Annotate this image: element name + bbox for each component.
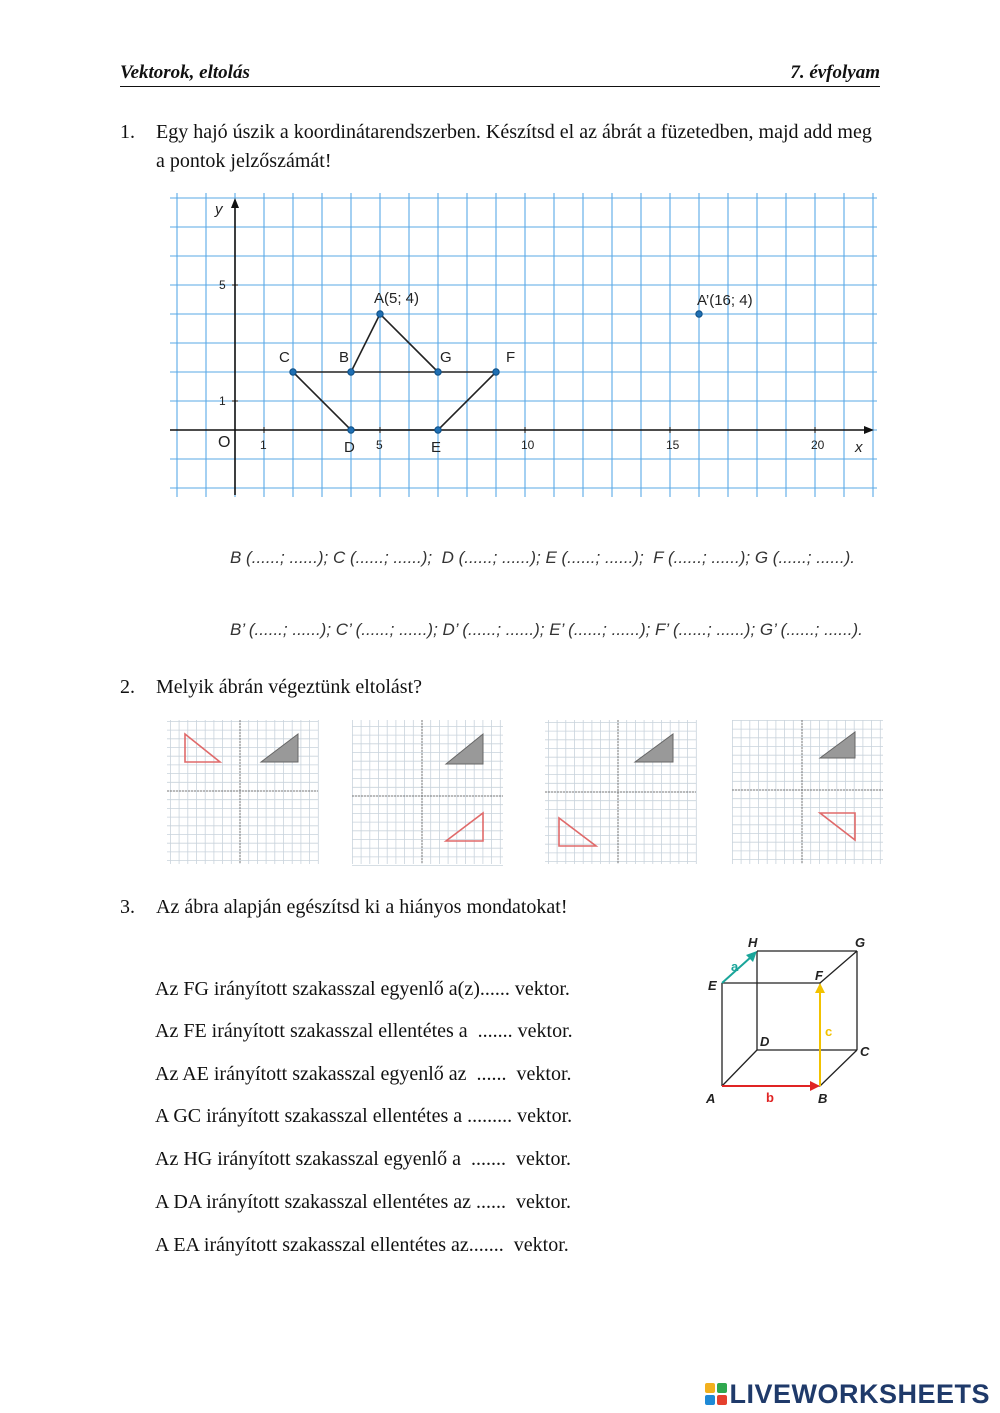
coordinate-graph xyxy=(165,190,880,500)
question-1 xyxy=(120,118,880,178)
question-number: 1. xyxy=(120,121,135,143)
red-triangle xyxy=(559,818,596,846)
answer-line-original[interactable]: B (......; ......); C (......; ......); D (......; ......); E (......; ......); F (......; ......); G (......; ......). xyxy=(230,548,855,567)
sentence-3[interactable]: Az AE irányított szakasszal egyenlő az ...... vektor. xyxy=(155,1063,572,1085)
question-text: Az ábra alapján egészítsd ki a hiányos mondatokat! xyxy=(156,896,568,918)
red-triangle xyxy=(820,813,855,840)
gray-triangle xyxy=(261,734,298,762)
label-f: F xyxy=(506,349,516,366)
question-number: 2. xyxy=(120,676,135,698)
label-d: D xyxy=(344,439,355,456)
cube-label-h: H xyxy=(748,935,758,950)
option-graph-2[interactable] xyxy=(350,718,505,866)
gray-triangle xyxy=(635,734,673,762)
y-axis-arrow xyxy=(231,198,239,208)
x-tick-label: 5 xyxy=(376,438,383,452)
logo-text: LIVEWORKSHEETS xyxy=(729,1378,990,1409)
x-tick-label: 15 xyxy=(666,438,680,452)
cube-label-e: E xyxy=(708,978,717,993)
cube-label-f: F xyxy=(815,968,823,983)
point-a xyxy=(377,311,383,317)
label-c: C xyxy=(279,349,290,366)
red-triangle xyxy=(185,734,220,762)
sentence-1[interactable]: Az FG irányított szakasszal egyenlő a(z)...... vektor. xyxy=(155,978,570,1000)
point-d xyxy=(348,427,354,433)
label-b: B xyxy=(339,349,350,366)
gray-triangle xyxy=(446,734,483,764)
header-grade: 7. évfolyam xyxy=(790,62,880,83)
sentence-4[interactable]: A GC irányított szakasszal ellentétes a ......... vektor. xyxy=(155,1105,573,1127)
header-title: Vektorok, eltolás xyxy=(120,62,250,83)
x-tick-label: 1 xyxy=(260,438,267,452)
logo-icon xyxy=(705,1383,727,1405)
vector-a-label: a xyxy=(731,959,739,974)
sentence-7[interactable]: A EA irányított szakasszal ellentétes az....... vektor. xyxy=(155,1234,569,1256)
label-e: E xyxy=(431,439,442,456)
vector-c-label: c xyxy=(825,1024,833,1039)
point-f xyxy=(493,369,499,375)
point-b xyxy=(348,369,354,375)
question-2 xyxy=(120,673,880,703)
origin-label: O xyxy=(218,434,231,451)
cube-label-c: C xyxy=(860,1044,870,1059)
sentence-2[interactable]: Az FE irányított szakasszal ellentétes a ....... vektor. xyxy=(155,1020,573,1042)
sentence-6[interactable]: A DA irányított szakasszal ellentétes az ...... vektor. xyxy=(155,1191,571,1213)
option-graph-1[interactable] xyxy=(165,718,320,866)
point-e xyxy=(435,427,441,433)
label-a: A(5; 4) xyxy=(374,290,420,307)
cube-label-d: D xyxy=(760,1034,770,1049)
gray-triangle xyxy=(820,732,855,758)
point-aprime xyxy=(696,311,702,317)
x-tick-label: 10 xyxy=(521,438,535,452)
cube-diagram xyxy=(700,928,880,1113)
x-tick-label: 20 xyxy=(811,438,825,452)
label-aprime: A’(16; 4) xyxy=(697,292,753,309)
cube-label-b: B xyxy=(818,1091,828,1106)
vector-b-label: b xyxy=(766,1090,774,1105)
cube-label-g: G xyxy=(855,935,866,950)
liveworksheets-logo xyxy=(705,1379,990,1409)
question-number: 3. xyxy=(120,896,135,918)
red-triangle xyxy=(446,813,483,841)
option-graph-4[interactable] xyxy=(730,718,885,866)
question-3 xyxy=(120,893,880,923)
question-text: Egy hajó úszik a koordinátarendszerben. Készítsd el az ábrát a füzetedben, majd add meg a pontok jelzőszámát! xyxy=(156,121,872,172)
y-axis-label: y xyxy=(215,201,223,218)
option-graph-3[interactable] xyxy=(543,718,698,866)
label-g: G xyxy=(440,349,452,366)
cube-label-a: A xyxy=(706,1091,716,1106)
y-tick-label: 5 xyxy=(219,278,226,292)
x-axis-label: x xyxy=(855,439,863,456)
sentence-5[interactable]: Az HG irányított szakasszal egyenlő a ....... vektor. xyxy=(155,1148,571,1170)
question-text: Melyik ábrán végeztünk eltolást? xyxy=(156,676,423,698)
point-g xyxy=(435,369,441,375)
point-c xyxy=(290,369,296,375)
y-tick-label: 1 xyxy=(219,394,226,408)
answer-line-image[interactable]: B’ (......; ......); C’ (......; ......); D’ (......; ......); E’ (......; ......); F’ (......; ......); G’ (......; ......). xyxy=(230,620,863,639)
page-header xyxy=(120,60,880,87)
